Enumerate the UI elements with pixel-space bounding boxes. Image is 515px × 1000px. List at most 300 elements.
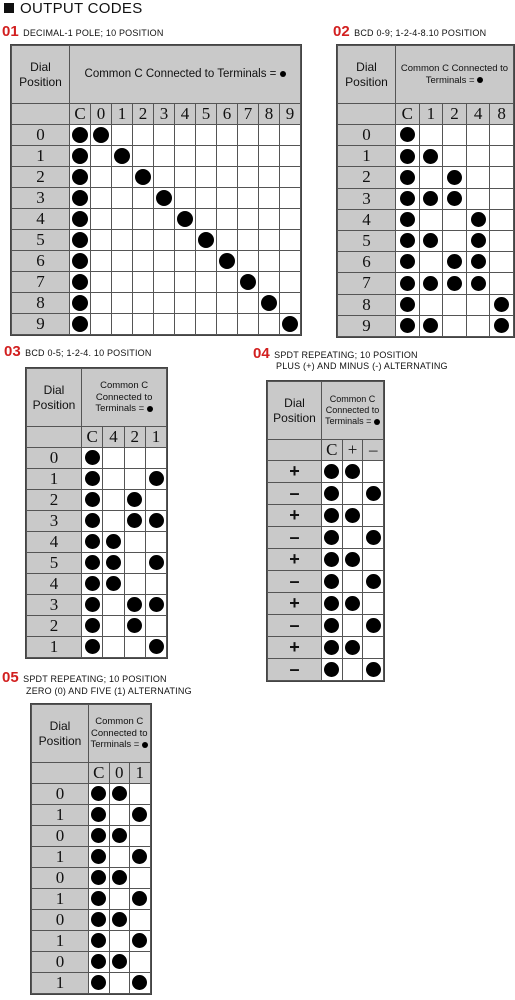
dial-position-label: 2 <box>338 167 396 188</box>
connection-dot <box>324 530 339 545</box>
section-caption: BCD 0-5; 1-2-4. 10 POSITION <box>25 348 152 358</box>
dial-position-label: 2 <box>12 167 70 188</box>
column-header-row <box>27 427 167 448</box>
connection-cell <box>70 272 91 293</box>
terminal-column-label: 9 <box>280 104 301 125</box>
connection-dot <box>447 170 462 185</box>
connection-cell <box>112 209 133 230</box>
connection-cell <box>103 553 124 574</box>
table-row <box>338 252 514 273</box>
table-row <box>27 616 167 637</box>
connection-cell <box>342 593 363 615</box>
terminal-column-label: 5 <box>196 104 217 125</box>
connection-cell <box>70 167 91 188</box>
column-header-row <box>268 440 384 461</box>
connection-cell <box>419 294 443 315</box>
connection-dot <box>91 933 106 948</box>
dial-position-label: 3 <box>338 188 396 209</box>
table-row <box>32 826 151 847</box>
connection-cell <box>396 146 420 167</box>
table-row <box>268 571 384 593</box>
dot-legend-icon <box>147 406 153 412</box>
dial-position-label: 0 <box>12 125 70 146</box>
connection-cell <box>91 146 112 167</box>
connection-cell <box>133 188 154 209</box>
connection-cell <box>103 469 124 490</box>
connection-dot <box>345 552 360 567</box>
dial-position-label: 0 <box>338 125 396 146</box>
connection-cell <box>217 125 238 146</box>
connection-cell <box>124 637 145 658</box>
page-title <box>4 0 143 17</box>
page-title-text: OUTPUT CODES <box>20 0 143 17</box>
dial-position-label: – <box>268 527 322 549</box>
connection-cell <box>103 616 124 637</box>
connection-dot <box>324 662 339 677</box>
connection-dot <box>149 471 164 486</box>
connection-dot <box>471 254 486 269</box>
connection-cell <box>109 973 130 994</box>
connection-cell <box>490 315 514 336</box>
connection-cell <box>82 616 103 637</box>
dial-position-header: Dial Position <box>27 369 82 427</box>
connection-cell <box>89 889 110 910</box>
header-row <box>268 382 384 440</box>
table-row <box>12 251 301 272</box>
terminal-column-label: 6 <box>217 104 238 125</box>
terminal-column-label: 0 <box>91 104 112 125</box>
connection-dot <box>400 276 415 291</box>
section-caption: DECIMAL-1 POLE; 10 POSITION <box>23 28 164 38</box>
connection-dot <box>423 318 438 333</box>
connection-cell <box>280 188 301 209</box>
connection-dot <box>127 597 142 612</box>
connection-dot <box>91 807 106 822</box>
terminal-column-label: C <box>322 440 343 461</box>
connection-cell <box>82 448 103 469</box>
connection-dot <box>91 954 106 969</box>
connection-dot <box>85 576 100 591</box>
connection-cell <box>443 252 467 273</box>
connection-dot <box>345 640 360 655</box>
connection-cell <box>466 230 490 251</box>
connection-cell <box>238 251 259 272</box>
connection-cell <box>154 209 175 230</box>
connection-cell <box>363 461 384 483</box>
connection-cell <box>259 209 280 230</box>
table-row <box>32 889 151 910</box>
terminal-column-label: 4 <box>175 104 196 125</box>
connection-cell <box>133 230 154 251</box>
section-number: 01 <box>2 23 19 40</box>
connection-cell <box>466 188 490 209</box>
connection-dot <box>72 127 88 143</box>
connection-cell <box>82 574 103 595</box>
connection-dot <box>72 232 88 248</box>
connection-cell <box>89 826 110 847</box>
connection-cell <box>396 209 420 230</box>
dial-position-label: + <box>268 549 322 571</box>
table-row <box>268 593 384 615</box>
connection-dot <box>85 597 100 612</box>
connection-dot <box>149 555 164 570</box>
connection-cell <box>145 532 166 553</box>
connection-cell <box>145 490 166 511</box>
connection-cell <box>259 293 280 314</box>
connection-dot <box>85 492 100 507</box>
connection-cell <box>124 532 145 553</box>
connection-cell <box>396 125 420 146</box>
connection-cell <box>217 272 238 293</box>
table-row <box>12 293 301 314</box>
terminal-column-label: 2 <box>124 427 145 448</box>
connection-cell <box>91 230 112 251</box>
dial-position-label: 9 <box>12 314 70 335</box>
connection-dot <box>91 786 106 801</box>
connection-dot <box>423 276 438 291</box>
connection-cell <box>490 167 514 188</box>
table-row <box>338 188 514 209</box>
dial-position-label: 5 <box>12 230 70 251</box>
connection-cell <box>175 293 196 314</box>
connection-cell <box>280 293 301 314</box>
connection-cell <box>238 209 259 230</box>
dial-position-header: Dial Position <box>338 46 396 104</box>
connection-cell <box>70 230 91 251</box>
connection-dot <box>240 274 256 290</box>
connection-cell <box>490 273 514 294</box>
connection-cell <box>91 167 112 188</box>
connection-cell <box>89 805 110 826</box>
connection-dot <box>85 618 100 633</box>
connection-dot <box>447 276 462 291</box>
connection-cell <box>280 167 301 188</box>
connection-cell <box>396 230 420 251</box>
table-row <box>268 505 384 527</box>
connection-cell <box>82 637 103 658</box>
connection-cell <box>133 251 154 272</box>
section-number: 03 <box>4 343 21 360</box>
connection-cell <box>259 230 280 251</box>
connection-cell <box>154 314 175 335</box>
connection-cell <box>154 188 175 209</box>
connection-dot <box>72 211 88 227</box>
connection-cell <box>130 784 151 805</box>
connection-dot <box>91 849 106 864</box>
connection-cell <box>130 847 151 868</box>
connection-cell <box>109 889 130 910</box>
connection-cell <box>490 230 514 251</box>
table-row <box>32 973 151 994</box>
dial-position-label: 1 <box>27 637 82 658</box>
connection-dot <box>423 149 438 164</box>
connection-cell <box>443 294 467 315</box>
connection-dot <box>400 149 415 164</box>
connection-dot <box>324 464 339 479</box>
table-row <box>268 549 384 571</box>
terminal-column-label: + <box>342 440 363 461</box>
connection-cell <box>145 553 166 574</box>
connection-cell <box>91 125 112 146</box>
connection-cell <box>91 251 112 272</box>
connection-cell <box>363 637 384 659</box>
terminal-column-label: 8 <box>259 104 280 125</box>
connection-cell <box>112 293 133 314</box>
connection-cell <box>217 251 238 272</box>
connection-cell <box>238 272 259 293</box>
connection-dot <box>72 169 88 185</box>
section-header <box>4 344 152 360</box>
connection-cell <box>259 251 280 272</box>
dial-position-label: 6 <box>12 251 70 272</box>
dial-position-label: + <box>268 461 322 483</box>
connection-cell <box>154 167 175 188</box>
terminal-column-label: 1 <box>145 427 166 448</box>
connection-cell <box>175 251 196 272</box>
connection-dot <box>85 471 100 486</box>
connection-dot <box>132 849 147 864</box>
connection-dot <box>85 534 100 549</box>
dial-position-label: 1 <box>338 146 396 167</box>
connection-cell <box>70 251 91 272</box>
connection-dot <box>112 912 127 927</box>
dial-position-label: 1 <box>12 146 70 167</box>
connection-cell <box>124 490 145 511</box>
connection-dot <box>494 297 509 312</box>
section-header <box>253 346 418 362</box>
connection-cell <box>133 167 154 188</box>
connection-cell <box>82 595 103 616</box>
connection-cell <box>124 469 145 490</box>
connection-cell <box>109 805 130 826</box>
connection-cell <box>130 826 151 847</box>
output-code-table <box>25 367 168 659</box>
connection-cell <box>130 931 151 952</box>
connection-cell <box>490 209 514 230</box>
connection-cell <box>342 505 363 527</box>
connection-cell <box>396 315 420 336</box>
dial-position-label: 4 <box>338 209 396 230</box>
table-row <box>27 637 167 658</box>
connection-cell <box>124 574 145 595</box>
connection-cell <box>490 146 514 167</box>
dial-position-label: 0 <box>32 868 89 889</box>
output-code-table <box>336 44 515 338</box>
connection-cell <box>196 209 217 230</box>
section-caption-line2: ZERO (0) AND FIVE (1) ALTERNATING <box>26 686 192 696</box>
connection-cell <box>217 188 238 209</box>
connection-cell <box>419 167 443 188</box>
connection-dot <box>324 574 339 589</box>
connection-dot <box>471 276 486 291</box>
connection-dot <box>72 253 88 269</box>
connection-cell <box>145 469 166 490</box>
connection-cell <box>112 125 133 146</box>
dial-position-label: 1 <box>32 889 89 910</box>
table-row <box>268 637 384 659</box>
connection-cell <box>238 230 259 251</box>
connection-cell <box>82 532 103 553</box>
dial-position-label: 0 <box>27 448 82 469</box>
table-row <box>27 469 167 490</box>
connection-dot <box>282 316 298 332</box>
connection-cell <box>112 251 133 272</box>
square-bullet-icon <box>4 3 14 13</box>
connection-dot <box>324 640 339 655</box>
connection-cell <box>490 125 514 146</box>
table-row <box>338 167 514 188</box>
connection-cell <box>217 146 238 167</box>
connection-dot <box>198 232 214 248</box>
connection-dot <box>85 639 100 654</box>
connection-cell <box>443 230 467 251</box>
connection-cell <box>259 125 280 146</box>
output-code-grid <box>26 368 167 658</box>
terminal-column-label: 1 <box>419 104 443 125</box>
connection-cell <box>145 511 166 532</box>
table-row <box>268 615 384 637</box>
connection-cell <box>70 314 91 335</box>
dial-position-label: 2 <box>27 490 82 511</box>
connection-cell <box>89 910 110 931</box>
dial-position-label: 5 <box>27 553 82 574</box>
section-caption: BCD 0-9; 1-2-4-8.10 POSITION <box>354 28 487 38</box>
terminal-column-label: 8 <box>490 104 514 125</box>
connection-dot <box>135 169 151 185</box>
connection-cell <box>112 167 133 188</box>
connection-cell <box>396 252 420 273</box>
blank-header-cell <box>268 440 322 461</box>
blank-header-cell <box>12 104 70 125</box>
dial-position-label: 1 <box>32 931 89 952</box>
connection-cell <box>103 637 124 658</box>
connection-cell <box>419 315 443 336</box>
connection-cell <box>363 593 384 615</box>
connection-dot <box>156 190 172 206</box>
connection-cell <box>322 461 343 483</box>
terminal-column-label: C <box>82 427 103 448</box>
connection-dot <box>471 212 486 227</box>
terminal-column-label: 7 <box>238 104 259 125</box>
connection-cell <box>89 952 110 973</box>
connection-dot <box>149 513 164 528</box>
table-row <box>338 315 514 336</box>
connection-cell <box>109 910 130 931</box>
connection-dot <box>324 618 339 633</box>
connection-cell <box>91 314 112 335</box>
connection-dot <box>85 450 100 465</box>
dial-position-header: Dial Position <box>32 705 89 763</box>
terminal-column-label: – <box>363 440 384 461</box>
connection-cell <box>109 826 130 847</box>
connection-cell <box>443 315 467 336</box>
connection-cell <box>175 272 196 293</box>
connection-dot <box>132 933 147 948</box>
connection-dot <box>366 618 381 633</box>
connection-cell <box>342 637 363 659</box>
connection-cell <box>154 230 175 251</box>
connection-dot <box>366 574 381 589</box>
section-number: 04 <box>253 345 270 362</box>
connection-cell <box>238 188 259 209</box>
terminal-column-label: 1 <box>112 104 133 125</box>
connection-cell <box>91 209 112 230</box>
connection-cell <box>91 293 112 314</box>
terminal-column-label: 1 <box>130 763 151 784</box>
table-row <box>27 553 167 574</box>
dial-position-label: + <box>268 637 322 659</box>
terminals-header: Common C Connected to Terminals = <box>89 705 151 763</box>
connection-cell <box>82 511 103 532</box>
connection-cell <box>238 167 259 188</box>
connection-cell <box>154 125 175 146</box>
table-row <box>12 188 301 209</box>
dial-position-label: 1 <box>27 469 82 490</box>
terminal-column-label: 4 <box>103 427 124 448</box>
connection-cell <box>322 659 343 681</box>
connection-dot <box>91 870 106 885</box>
connection-dot <box>345 464 360 479</box>
connection-dot <box>112 828 127 843</box>
connection-dot <box>400 191 415 206</box>
connection-cell <box>196 272 217 293</box>
connection-cell <box>490 294 514 315</box>
connection-cell <box>196 146 217 167</box>
connection-cell <box>443 209 467 230</box>
connection-cell <box>154 272 175 293</box>
connection-dot <box>114 148 130 164</box>
connection-dot <box>72 316 88 332</box>
connection-cell <box>70 188 91 209</box>
table-row <box>12 167 301 188</box>
terminal-column-label: 4 <box>466 104 490 125</box>
connection-cell <box>196 293 217 314</box>
connection-cell <box>280 314 301 335</box>
terminal-column-label: 3 <box>154 104 175 125</box>
connection-cell <box>322 483 343 505</box>
connection-cell <box>396 188 420 209</box>
column-header-row <box>12 104 301 125</box>
connection-cell <box>175 209 196 230</box>
connection-dot <box>366 662 381 677</box>
connection-cell <box>130 952 151 973</box>
connection-dot <box>400 297 415 312</box>
connection-cell <box>82 553 103 574</box>
table-row <box>12 314 301 335</box>
section-number: 02 <box>333 23 350 40</box>
connection-cell <box>70 209 91 230</box>
dial-position-label: – <box>268 483 322 505</box>
connection-dot <box>85 555 100 570</box>
blank-header-cell <box>338 104 396 125</box>
dial-position-label: 9 <box>338 315 396 336</box>
connection-dot <box>106 576 121 591</box>
connection-cell <box>130 973 151 994</box>
dial-position-label: 0 <box>32 952 89 973</box>
connection-cell <box>322 505 343 527</box>
table-row <box>27 532 167 553</box>
output-code-table <box>10 44 302 336</box>
table-row <box>12 272 301 293</box>
connection-dot <box>149 639 164 654</box>
connection-cell <box>130 805 151 826</box>
connection-cell <box>322 593 343 615</box>
connection-cell <box>466 167 490 188</box>
connection-cell <box>89 847 110 868</box>
connection-cell <box>112 230 133 251</box>
column-header-row <box>338 104 514 125</box>
blank-header-cell <box>32 763 89 784</box>
